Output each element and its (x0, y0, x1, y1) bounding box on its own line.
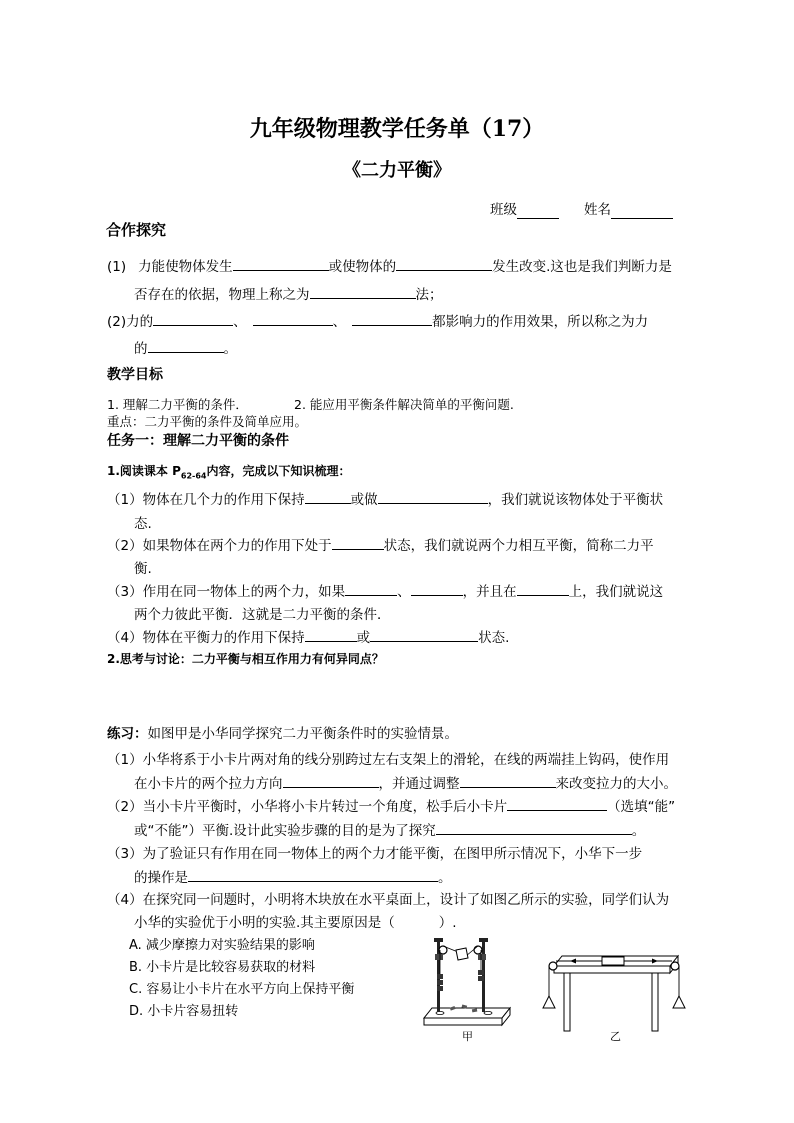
page-subtitle: 《二力平衡》 (343, 160, 451, 181)
e2-blank-2[interactable] (436, 820, 632, 835)
choice-a[interactable]: A. 减少摩擦力对实验结果的影响 (129, 938, 315, 953)
exercise-intro (107, 722, 458, 742)
e4-line2 (134, 911, 457, 931)
e2-text-d: 。 (631, 823, 646, 839)
q2-text-c: 的 (134, 341, 148, 357)
k1-text-c: ，我们就说该物体处于平衡状 (487, 492, 664, 508)
key-point: 重点：二力平衡的条件及简单应用。 (107, 414, 308, 429)
reading-instruction (107, 462, 351, 480)
e1-line2 (134, 772, 677, 792)
reading-text-b: 内容，完成以下知识梳理： (206, 464, 351, 478)
k1-text-a: （1）物体在几个力的作用下保持 (107, 492, 305, 508)
q2-text-a: 力的 (126, 314, 154, 330)
figure-b-label: 乙 (610, 1030, 621, 1043)
e2-text-b: （选填“能” (607, 799, 676, 815)
exercise-label: 练习： (107, 726, 148, 742)
q1-line2 (134, 283, 443, 303)
k3-blank-3[interactable] (517, 581, 569, 596)
q2-line1 (107, 310, 648, 330)
e1-blank-2[interactable] (460, 773, 556, 788)
q2-blank-4[interactable] (148, 338, 224, 353)
q2-blank-1[interactable] (153, 311, 233, 326)
q2-blank-3[interactable] (352, 311, 432, 326)
page-range: 62-64 (180, 471, 207, 481)
page-title: 九年级物理教学任务单（17） (249, 116, 545, 142)
class-label: 班级 (490, 202, 517, 218)
figure-a-label: 甲 (462, 1030, 473, 1043)
name-field[interactable] (584, 198, 673, 219)
k4-text-c: 状态. (478, 630, 510, 646)
k4-blank-1[interactable] (305, 627, 357, 642)
q1-text-a: 力能使物体发生 (138, 259, 233, 275)
choice-c[interactable]: C. 容易让小卡片在水平方向上保持平衡 (129, 982, 355, 997)
q1-text-b: 或使物体的 (328, 259, 397, 275)
e3-line1: （3）为了验证只有作用在同一物体上的两个力才能平衡，在图甲所示情况下，小华下一步 (107, 846, 643, 862)
k1-line2: 态. (134, 516, 152, 532)
e1-blank-1[interactable] (283, 773, 379, 788)
q2-sep-1: 、 (233, 314, 247, 330)
q1-text-d: 否存在的依据，物理上称之为 (134, 287, 310, 303)
q1-blank-1[interactable] (233, 256, 329, 271)
k1-blank-2[interactable] (378, 489, 488, 504)
k2-text-a: （2）如果物体在两个力的作用下处于 (107, 538, 332, 554)
q1-text-e: 法； (415, 287, 443, 303)
k3-sep: 、 (397, 584, 411, 600)
e4-line1: （4）在探究同一问题时，小明将木块放在水平桌面上，设计了如图乙所示的实验，同学们认为 (107, 892, 670, 908)
q1-blank-3[interactable] (310, 284, 416, 299)
e2-text-a: （2）当小卡片平衡时，小华将小卡片转过一个角度，松手后小卡片 (107, 799, 508, 815)
k3-blank-2[interactable] (411, 581, 463, 596)
e2-line2 (134, 819, 645, 839)
e2-blank-1[interactable] (507, 796, 607, 811)
discussion-question: 2.思考与讨论：二力平衡与相互作用力有何异同点？ (107, 652, 384, 666)
e1-line1: （1）小华将系于小卡片两对角的线分别跨过左右支架上的滑轮，在线的两端挂上钩码，使作用 (107, 752, 670, 768)
k2-blank-1[interactable] (332, 535, 384, 550)
e3-text-b: 的操作是 (134, 870, 188, 886)
figure-a-apparatus (418, 930, 518, 1048)
q2-number: (2) (107, 314, 127, 330)
q2-text-d: 。 (223, 341, 237, 357)
goal-1: 1. 理解二力平衡的条件． (107, 397, 248, 412)
goal-2: 2. 能应用平衡条件解决简单的平衡问题. (294, 397, 514, 412)
e1-text-b: 在小卡片的两个拉力方向 (134, 776, 283, 792)
name-label: 姓名 (584, 202, 611, 218)
choice-d[interactable]: D. 小卡片容易扭转 (129, 1004, 239, 1019)
k3-line1 (107, 580, 663, 600)
e4-text-b: 小华的实验优于小明的实验.其主要原因是（ (134, 915, 395, 931)
name-blank[interactable] (611, 202, 673, 219)
k4-line (107, 626, 509, 646)
k4-text-a: （4）物体在平衡力的作用下保持 (107, 630, 305, 646)
k1-line1 (107, 488, 663, 508)
e3-line2 (134, 866, 452, 886)
e1-text-d: 来改变拉力的大小。 (555, 776, 677, 792)
q2-sep-2: 、 (332, 314, 347, 330)
k3-text-a: （3）作用在同一物体上的两个力，如果 (107, 584, 346, 600)
q2-line2 (134, 337, 237, 357)
k3-blank-1[interactable] (345, 581, 397, 596)
e2-text-c: 或“不能”）平衡.设计此实验步骤的目的是为了探究 (134, 823, 436, 839)
k4-text-b: 或 (356, 630, 371, 646)
k3-text-b: ，并且在 (462, 584, 517, 600)
q2-text-b: 都影响力的作用效果，所以称之为力 (432, 314, 649, 330)
class-blank[interactable] (517, 202, 559, 219)
k3-line2: 两个力彼此平衡．这就是二力平衡的条件． (134, 607, 391, 623)
section-cooperate: 合作探究 (106, 221, 167, 239)
exercise-intro-text: 如图甲是小华同学探究二力平衡条件时的实验情景。 (147, 726, 458, 742)
k2-text-b: 状态，我们就说两个力相互平衡，简称二力平 (383, 538, 654, 554)
section-goals: 教学目标 (107, 367, 163, 383)
q1-blank-2[interactable] (396, 256, 492, 271)
class-field[interactable] (490, 198, 559, 219)
e1-text-c: ，并通过调整 (378, 776, 460, 792)
figure-b-apparatus (542, 944, 692, 1048)
q1-text-c: 发生改变.这也是我们判断力是 (492, 259, 672, 275)
e2-line1 (107, 795, 675, 815)
q1-line1 (107, 255, 672, 275)
task-1-heading: 任务一：理解二力平衡的条件 (107, 433, 289, 449)
reading-text-a: 1.阅读课本 P (107, 464, 181, 478)
e4-text-c: ）. (438, 915, 457, 931)
k1-text-b: 或做 (350, 492, 378, 508)
k3-text-c: 上，我们就说这 (568, 584, 664, 600)
k4-blank-2[interactable] (370, 627, 478, 642)
k1-blank-1[interactable] (305, 489, 351, 504)
q2-blank-2[interactable] (253, 311, 333, 326)
q1-number: (1) (107, 259, 127, 275)
choice-b[interactable]: B. 小卡片是比较容易获取的材料 (129, 960, 316, 975)
e3-text-c: 。 (438, 870, 452, 886)
k2-line1 (107, 534, 654, 554)
k2-line2: 衡. (134, 561, 152, 577)
e3-blank-1[interactable] (188, 867, 438, 882)
